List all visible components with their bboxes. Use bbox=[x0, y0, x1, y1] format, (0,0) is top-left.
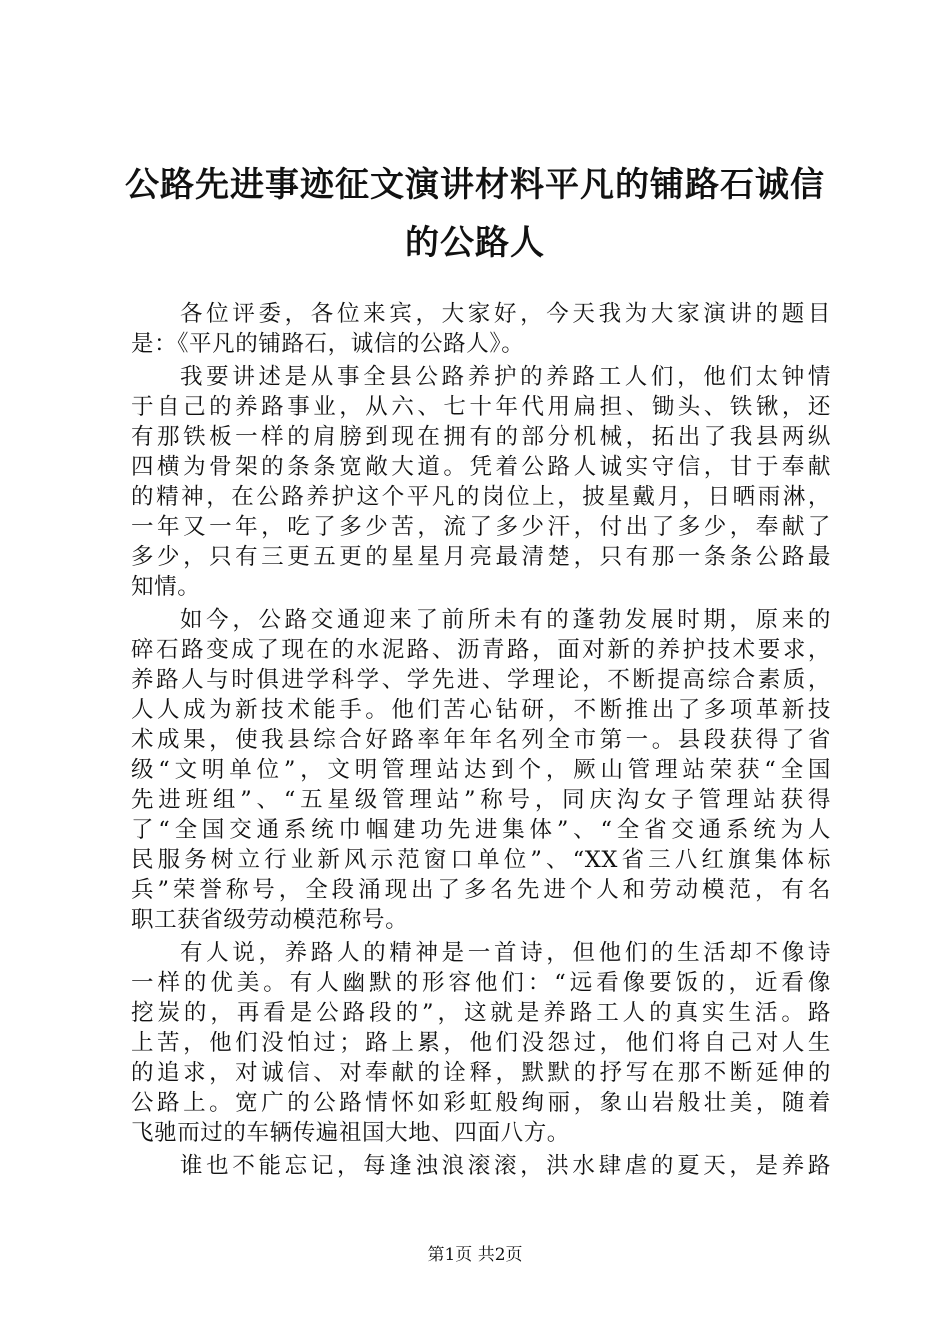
body-line: 一年又一年，吃了多少苦，流了多少汗，付出了多少，奉献了 bbox=[131, 514, 831, 540]
body-line: 民服务树立行业新风示范窗口单位”、“XX省三八红旗集体标 bbox=[131, 847, 831, 873]
body-line: 碎石路变成了现在的水泥路、沥青路，面对新的养护技术要求， bbox=[131, 637, 831, 663]
body-line: 公路上。宽广的公路情怀如彩虹般绚丽，象山岩般壮美，随着 bbox=[131, 1090, 831, 1116]
body-line: 职工获省级劳动模范称号。 bbox=[131, 907, 409, 933]
page-footer: 第1页 共2页 bbox=[427, 1245, 523, 1265]
body-line: 多少，只有三更五更的星星月亮最清楚，只有那一条条公路最 bbox=[131, 544, 831, 570]
body-line: 飞驰而过的车辆传遍祖国大地、四面八方。 bbox=[131, 1120, 570, 1146]
body-line: 谁也不能忘记，每逢浊浪滚滚，洪水肆虐的夏天，是养路 bbox=[180, 1153, 831, 1179]
body-line: 如今，公路交通迎来了前所未有的蓬勃发展时期，原来的 bbox=[180, 607, 831, 633]
body-line: 我要讲述是从事全县公路养护的养路工人们，他们太钟情 bbox=[180, 364, 831, 390]
body-line: 的追求，对诚信、对奉献的诠释，默默的抒写在那不断延伸的 bbox=[131, 1060, 831, 1086]
body-line: 挖炭的，再看是公路段的”，这就是养路工人的真实生活。路 bbox=[131, 1000, 831, 1026]
body-line: 一样的优美。有人幽默的形容他们：“远看像要饭的，近看像 bbox=[131, 970, 831, 996]
body-line: 有人说，养路人的精神是一首诗，但他们的生活却不像诗 bbox=[180, 940, 831, 966]
body-line: 养路人与时俱进学科学、学先进、学理论，不断提高综合素质， bbox=[131, 667, 831, 693]
body-line: 级“文明单位”，文明管理站达到个，厥山管理站荣获“全国 bbox=[131, 757, 831, 783]
body-line: 是：《平凡的铺路石，诚信的公路人》。 bbox=[131, 331, 525, 357]
body-line: 兵”荣誉称号，全段涌现出了多名先进个人和劳动模范，有名 bbox=[131, 877, 831, 903]
body-line: 四横为骨架的条条宽敞大道。凭着公路人诚实守信，甘于奉献 bbox=[131, 454, 831, 480]
body-line: 上苦，他们没怕过；路上累，他们没怨过，他们将自己对人生 bbox=[131, 1030, 831, 1056]
body-line: 术成果，使我县综合好路率年年名列全市第一。县段获得了省 bbox=[131, 727, 831, 753]
body-line: 各位评委，各位来宾，大家好，今天我为大家演讲的题目 bbox=[180, 301, 831, 327]
body-line: 的精神，在公路养护这个平凡的岗位上，披星戴月，日晒雨淋， bbox=[131, 484, 831, 510]
body-line: 有那铁板一样的肩膀到现在拥有的部分机械，拓出了我县两纵 bbox=[131, 424, 831, 450]
body-line: 知情。 bbox=[131, 574, 201, 600]
body-line: 于自己的养路事业，从六、七十年代用扁担、锄头、铁锹，还 bbox=[131, 394, 831, 420]
document-title-line-2: 的公路人 bbox=[405, 223, 545, 263]
body-line: 先进班组”、“五星级管理站”称号，同庆沟女子管理站获得 bbox=[131, 787, 831, 813]
body-line: 人人成为新技术能手。他们苦心钻研，不断推出了多项革新技 bbox=[131, 697, 831, 723]
body-line: 了“全国交通系统巾帼建功先进集体”、“全省交通系统为人 bbox=[131, 817, 831, 843]
document-title-line-1: 公路先进事迹征文演讲材料平凡的铺路石诚信 bbox=[125, 165, 825, 205]
